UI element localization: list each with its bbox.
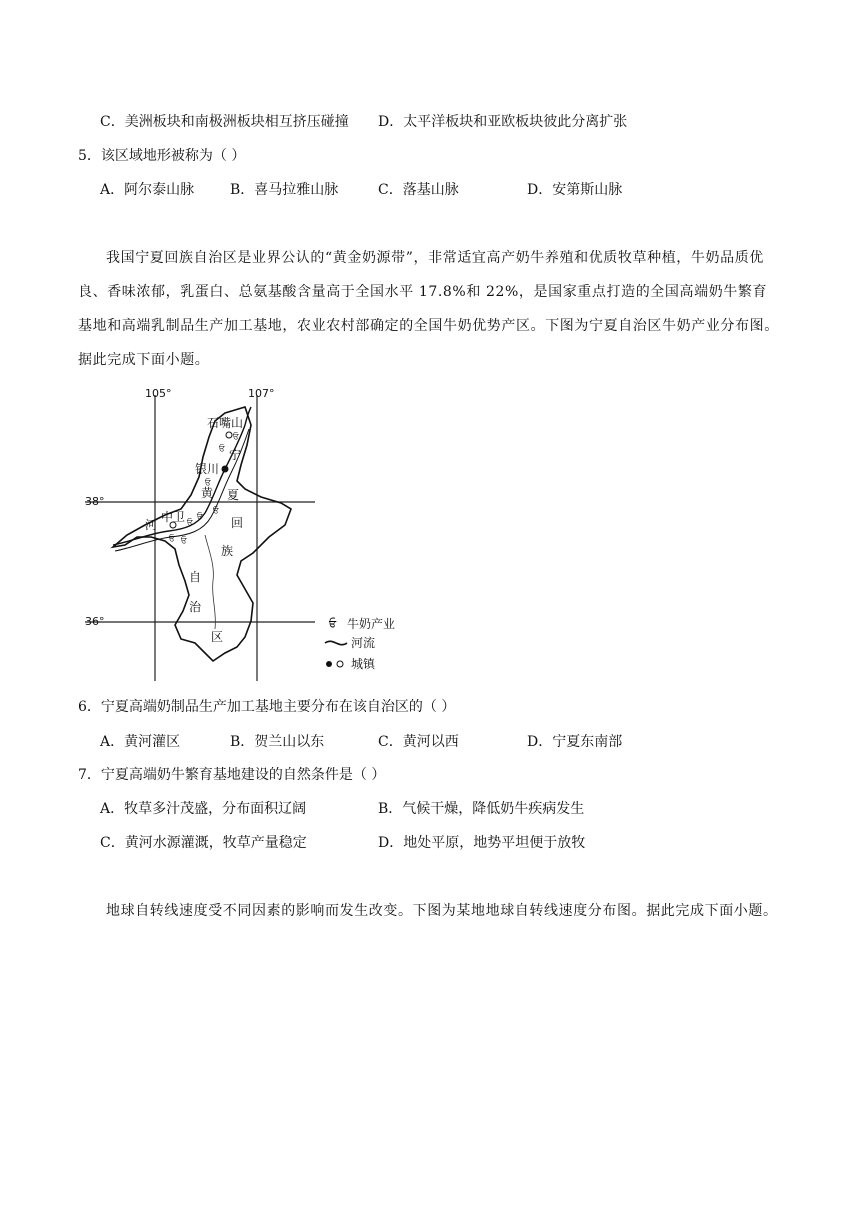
lon-label-105: 105° [145,387,172,400]
q6-option-a: A．黄河灌区 [100,734,181,750]
q7-option-d: D．地处平原，地势平坦便于放牧 [378,835,586,851]
cow-icon: ਓ [205,478,211,487]
q7-option-b: B．气候干燥，降低奶牛疾病发生 [378,801,585,817]
legend-city-label: 城镇 [351,657,376,671]
passage-ningxia-milk: 我国宁夏回族自治区是业界公认的“黄金奶源带”，非常适宜高产奶牛养殖和优质牧草种植，牛奶品质优良、香味浓郁，乳蛋白、总氨基酸含量高于全国水平 17.8%和 22%，是国家重点打造的全国高端奶牛繁育基地和高端乳制品生产加工基地，农业农村部确定的全国牛奶优势产区。下图为宁夏自治区牛奶产业分布图。据此完成下面小题。 [78,250,779,368]
lat-label-38: 38° [85,495,105,508]
region-char-2: 夏 [227,488,240,502]
q5-option-d: D．安第斯山脉 [527,182,623,198]
q4-option-c: C．美洲板块和南极洲板块相互挤压碰撞 [100,114,349,130]
cow-icon: ਓ [233,432,239,441]
q6-option-d: D．宁夏东南部 [527,734,623,750]
region-char-4: 族 [221,544,234,558]
ningxia-boundary [113,407,291,661]
legend-town-dot-icon [337,661,343,667]
legend-city-dot-icon [326,661,332,667]
map-legend [325,616,395,671]
q6-option-c: C．黄河以西 [378,734,459,750]
river-label-he: 河 [145,518,158,532]
map-svg [85,385,425,685]
city-yinchuan-label: 银川 [195,462,220,476]
cow-icon: ਓ [213,506,219,515]
q5-stem: 5．该区域地形被称为（ ） [78,148,246,164]
q5-option-a: A．阿尔泰山脉 [100,182,195,198]
cow-icon: ਓ [187,518,193,527]
q7-stem: 7．宁夏高端奶牛繁育基地建设的自然条件是（ ） [78,767,386,783]
ningxia-milk-industry-map [85,385,425,685]
q6-option-b: B．贺兰山以东 [230,734,325,750]
city-shizuishan-marker [226,432,232,438]
cow-icon: ਓ [181,536,187,545]
cow-icon: ਓ [219,444,225,453]
legend-cow-icon: ਓ [329,619,337,630]
river-label-huang: 黄 [201,486,214,500]
legend-river-icon [325,641,347,644]
q7-option-a: A．牧草多汁茂盛，分布面积辽阔 [100,801,307,817]
legend-milk-label: 牛奶产业 [347,617,396,631]
q4-option-d: D．太平洋板块和亚欧板块彼此分离扩张 [378,114,628,130]
q5-option-c: C．落基山脉 [378,182,459,198]
city-shizuishan-label: 石嘴山 [207,416,244,430]
lat-label-36: 36° [85,615,105,628]
q5-option-b: B．喜马拉雅山脉 [230,182,339,198]
region-char-1: 宁 [229,448,242,462]
region-char-6: 治 [189,600,202,614]
lon-label-107: 107° [248,387,275,400]
city-zhongwei-label: 中卫 [161,510,186,524]
q6-stem: 6．宁夏高端奶制品生产加工基地主要分布在该自治区的（ ） [78,699,456,715]
passage-earth-rotation: 地球自转线速度受不同因素的影响而发生改变。下图为某地地球自转线速度分布图。据此完成下面小题。 [106,903,778,919]
legend-river-label: 河流 [351,636,376,650]
tributary-river [205,535,215,629]
region-char-3: 回 [231,516,244,530]
city-yinchuan-marker [222,466,229,473]
cow-icon: ਓ [197,512,203,521]
region-char-7: 区 [211,630,224,644]
q7-option-c: C．黄河水源灌溉，牧草产量稳定 [100,835,307,851]
region-char-5: 自 [189,570,202,584]
cow-icon: ਓ [169,534,175,543]
